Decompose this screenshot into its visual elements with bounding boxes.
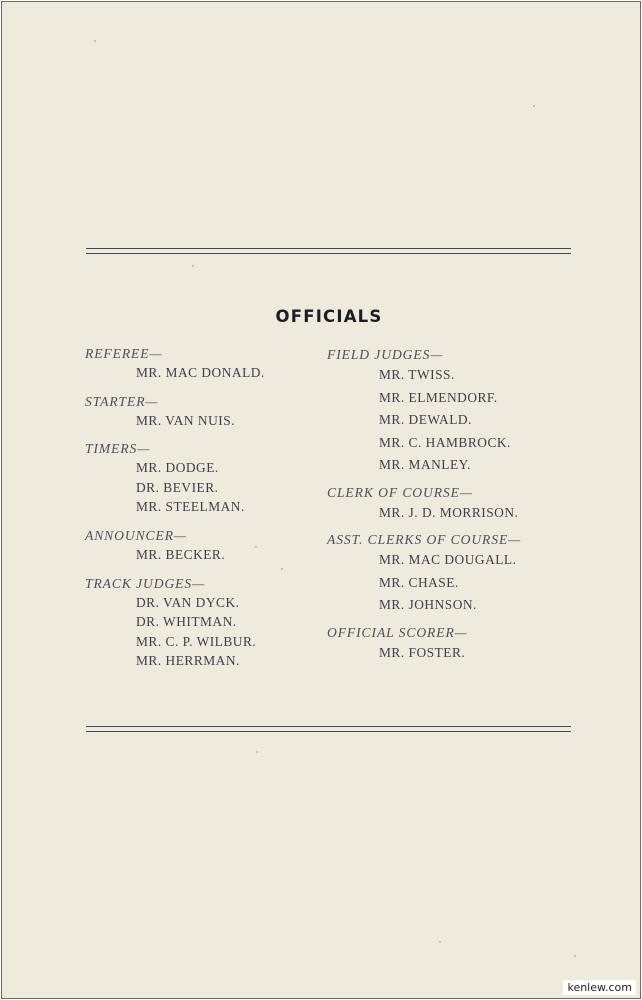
paper-speck <box>439 941 441 943</box>
role-label: ANNOUNCER— <box>85 527 187 543</box>
officials-right-column <box>327 344 607 664</box>
paper-speck <box>192 265 194 267</box>
top-double-rule <box>86 248 571 254</box>
page-title: OFFICIALS <box>275 307 383 326</box>
paper-speck <box>533 105 535 107</box>
official-name: MR. MAC DOUGALL. <box>379 552 517 567</box>
official-name: DR. WHITMAN. <box>136 614 237 630</box>
officials-left-column <box>85 344 315 671</box>
official-name: MR. J. D. MORRISON. <box>379 504 519 520</box>
role-label: ASST. CLERKS OF COURSE— <box>327 532 522 547</box>
official-name: MR. BECKER. <box>136 546 226 562</box>
officials-section <box>327 483 607 525</box>
official-name: MR. C. HAMBROCK. <box>379 434 511 450</box>
official-name: DR. VAN DYCK. <box>136 594 240 610</box>
officials-section <box>85 344 315 383</box>
bottom-double-rule <box>86 726 571 732</box>
officials-section <box>85 574 315 671</box>
officials-section <box>327 530 607 617</box>
role-label: CLERK OF COURSE— <box>327 484 473 500</box>
official-name: MR. JOHNSON. <box>379 597 477 612</box>
official-name: MR. VAN NUIS. <box>136 412 236 428</box>
official-name: MR. STEELMAN. <box>136 499 245 515</box>
watermark-link[interactable]: kenlew.com <box>563 980 636 995</box>
role-label: OFFICIAL SCORER— <box>327 624 468 640</box>
officials-section <box>85 392 315 431</box>
role-label: TIMERS— <box>85 441 151 457</box>
official-name: MR. FOSTER. <box>379 644 466 660</box>
official-name: MR. CHASE. <box>379 574 459 590</box>
official-name: MR. TWISS. <box>379 367 455 382</box>
official-name: MR. ELMENDORF. <box>379 389 498 405</box>
program-page <box>1 1 641 999</box>
officials-section <box>327 623 607 665</box>
official-name: MR. HERRMAN. <box>136 653 240 669</box>
paper-speck <box>94 40 96 42</box>
officials-section <box>85 439 315 517</box>
role-label: REFEREE— <box>85 346 163 361</box>
paper-speck <box>574 955 576 957</box>
official-name: MR. DODGE. <box>136 460 219 476</box>
officials-section <box>327 345 607 477</box>
official-name: DR. BEVIER. <box>136 479 219 495</box>
officials-section <box>85 526 315 565</box>
role-label: STARTER— <box>85 393 159 409</box>
official-name: MR. DEWALD. <box>379 412 472 427</box>
role-label: TRACK JUDGES— <box>85 575 206 591</box>
official-name: MR. C. P. WILBUR. <box>136 633 257 649</box>
official-name: MR. MAC DONALD. <box>136 365 265 380</box>
role-label: FIELD JUDGES— <box>327 347 444 362</box>
official-name: MR. MANLEY. <box>379 457 471 472</box>
paper-speck <box>256 751 258 753</box>
